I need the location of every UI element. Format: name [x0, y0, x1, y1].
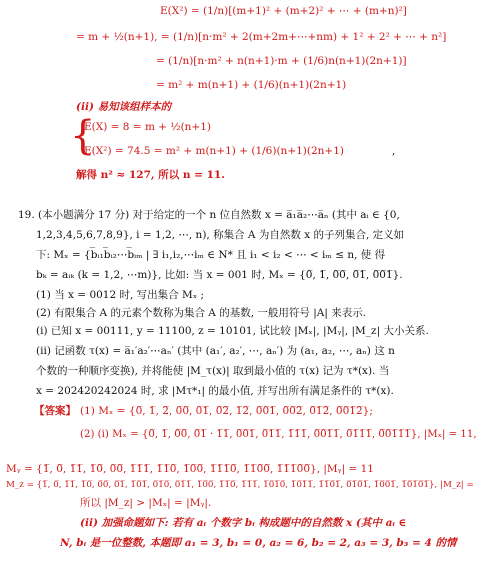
system-equation: E(X²) = 74.5 = m² + m(n+1) + (1/6)(n+1)(2n+1) [84, 145, 345, 157]
problem-text: 下: Mₓ = {b̅ᵢ₁b̅ᵢ₂⋯b̅ᵢₘ | ∃ i₁,i₂,⋯iₘ ∈ N* 且 i₁ < i₂ < ⋯ < iₘ ≤ n, 使 得 [36, 249, 386, 261]
system-equation: E(X) = 8 = m + ½(n+1) [84, 121, 211, 133]
problem-text: (ii) 记函数 τ(x) = a̅₁′a₂′⋯aₙ′ (其中 (a₁′, a₂′, ⋯, aₙ′) 为 (a₁, a₂, ⋯, aₙ) 这 n [36, 345, 395, 357]
system-brace: { [70, 113, 96, 159]
problem-text: (i) 已知 x = 00111, y = 11100, z = 10101, 试比较 |Mₓ|, |Mᵧ|, |M_z| 大小关系. [36, 325, 429, 337]
problem-text: bₖ = aᵢₖ (k = 1,2, ⋯m)}, 比如: 当 x = 001 时, Mₓ = {0̅, 1̅, 0̅0̅, 0̅1̅, 0̅0̅1̅}. [36, 269, 403, 281]
answer-tag: 【答案】 [34, 405, 76, 417]
subpart-heading: (ii) 易知该组样本的 [76, 101, 172, 113]
equation-line: = (1/n)[n·m² + n(n+1)·m + (1/6)n(n+1)(2n+1)] [156, 55, 407, 67]
problem-text: (1) 当 x = 0012 时, 写出集合 Mₓ ; [36, 289, 205, 301]
equation-line: = m + ½(n+1), = (1/n)[n·m² + 2(m+2m+⋯+nm) + 1² + 2² + ⋯ + n²] [76, 31, 447, 43]
answer-line: (ii) 加强命题如下: 若有 aᵢ 个数字 bᵢ 构成题中的自然数 x (其中 aᵢ ∈ [80, 517, 407, 529]
problem-text: 个数的一种顺序变换), 并将能使 |M_τ(x)| 取到最小值的 τ(x) 记为 τ*(x). 当 [36, 365, 390, 377]
problem-text: 1,2,3,4,5,6,7,8,9}, i = 1,2, ⋯, n), 称集合 A 为自然数 x 的子列集合, 定义如 [36, 229, 405, 241]
problem-text: x = 202420242024 时, 求 |Mτ*₁| 的最小值, 并写出所有满足条件的 τ*(x). [36, 385, 394, 397]
answer-line: (2) (i) Mₓ = {0̅, 1̅, 0̅0̅, 0̅1̅ · 1̅1̅, 0̅0̅1̅, 0̅1̅1̅, 1̅1̅1̅, 0̅0̅1̅1̅, 0̅1̅1̅1̅, 0̅0̅1̅1̅1̅}, |Mₓ| = 11, [80, 429, 477, 440]
answer-line: Mᵧ = {1̅, 0̅, 1̅1̅, 1̅0̅, 0̅0̅, 1̅1̅1̅, 1̅1̅0̅, 1̅0̅0̅, 1̅1̅1̅0̅, 1̅1̅0̅0̅, 1̅1̅1̅0̅0̅}, |Mᵧ| = 11 [6, 463, 374, 475]
system-comma: , [392, 145, 396, 157]
problem-text: 19. (本小题满分 17 分) 对于给定的一个 n 位自然数 x = a̅₁a̅₂⋯a̅ₙ (其中 aᵢ ∈ {0, [18, 209, 400, 221]
answer-line: 所以 |M_z| > |Mₓ| = |Mᵧ|. [80, 497, 212, 509]
answer-line: N, bᵢ 是一位整数, 本题即 a₁ = 3, b₁ = 0, a₂ = 6, b₂ = 2, a₃ = 3, b₃ = 4 的情 [60, 537, 457, 549]
equation-line: = m² + m(n+1) + (1/6)(n+1)(2n+1) [156, 79, 347, 91]
equation-line: E(X²) = (1/n)[(m+1)² + (m+2)² + ⋯ + (m+n)²] [160, 5, 407, 17]
answer-line: (1) Mₓ = {0̅, 1̅, 2̅, 0̅0̅, 0̅1̅, 0̅2̅, 1̅2̅, 0̅0̅1̅, 0̅0̅2̅, 0̅1̅2̅, 0̅0̅1̅2̅}; [80, 405, 373, 417]
conclusion: 解得 n² ≈ 127, 所以 n = 11. [76, 169, 225, 181]
problem-text: (2) 有限集合 A 的元素个数称为集合 A 的基数, 一般用符号 |A| 来表示. [36, 307, 367, 319]
answer-line: M_z = {1̅, 0̅, 1̅1̅, 1̅0̅, 0̅0̅, 0̅1̅, 1̅0̅1̅, 0̅1̅0̅, 0̅1̅1̅, 1̅0̅0̅, 1̅1̅0̅, 1̅1̅1̅, 1̅0̅1̅0̅, 1̅0̅1̅1̅, 1̅1̅0̅1̅, 0̅1̅0̅1̅, 1̅0̅0̅1̅, 1̅0̅1̅0̅1̅}, |M_z| = [6, 480, 474, 490]
